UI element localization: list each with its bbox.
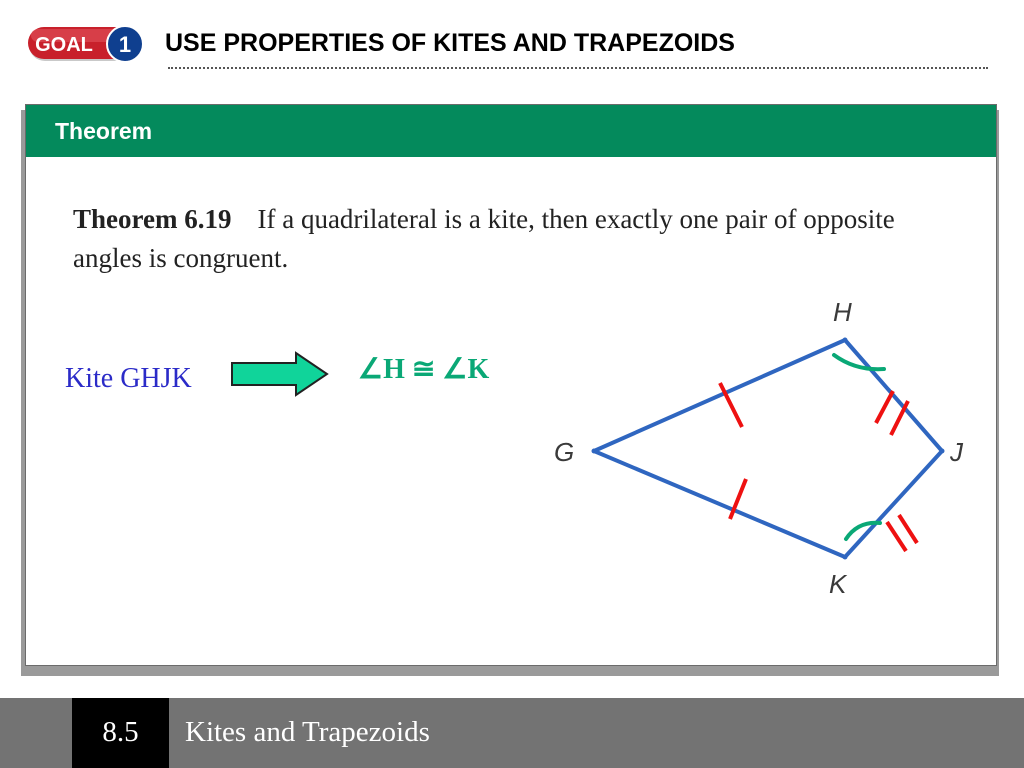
section-title: Kites and Trapezoids xyxy=(185,716,430,748)
right-arrow-icon xyxy=(230,351,330,397)
theorem-name: Theorem 6.19 xyxy=(73,204,232,234)
kite-diagram xyxy=(546,295,1006,615)
slide-title: USE PROPERTIES OF KITES AND TRAPEZOIDS xyxy=(165,29,735,57)
tick-mark-jk-2 xyxy=(899,515,917,543)
vertex-label-g: G xyxy=(554,437,575,467)
footer-bar xyxy=(0,698,1024,768)
theorem-panel xyxy=(25,104,997,666)
vertex-g xyxy=(592,449,597,454)
kite-label: Kite GHJK xyxy=(65,363,192,394)
vertex-label-j: J xyxy=(950,437,963,467)
vertex-j xyxy=(940,449,945,454)
title-divider xyxy=(168,67,988,69)
panel-header xyxy=(26,105,996,157)
tick-mark-jk-1 xyxy=(887,522,906,551)
goal-badge-number: 1 xyxy=(118,32,132,57)
tick-mark-hj-2 xyxy=(891,401,908,435)
theorem-text xyxy=(73,200,953,278)
vertex-h xyxy=(843,338,848,343)
panel-header-label: Theorem xyxy=(55,118,153,144)
tick-mark-hj-1 xyxy=(876,391,893,423)
goal-badge-word: GOAL xyxy=(35,34,93,56)
section-number: 8.5 xyxy=(102,716,139,748)
vertex-label-k: K xyxy=(829,569,847,599)
goal-badge xyxy=(28,26,148,64)
section-number-box xyxy=(72,698,169,768)
congruence-statement: ∠H ≅ ∠K xyxy=(358,354,490,385)
theorem-statement: If a quadrilateral is a kite, then exactly one pair of opposite angles is congruent. xyxy=(73,204,895,273)
vertex-k xyxy=(843,555,848,560)
vertex-label-h: H xyxy=(833,297,852,327)
